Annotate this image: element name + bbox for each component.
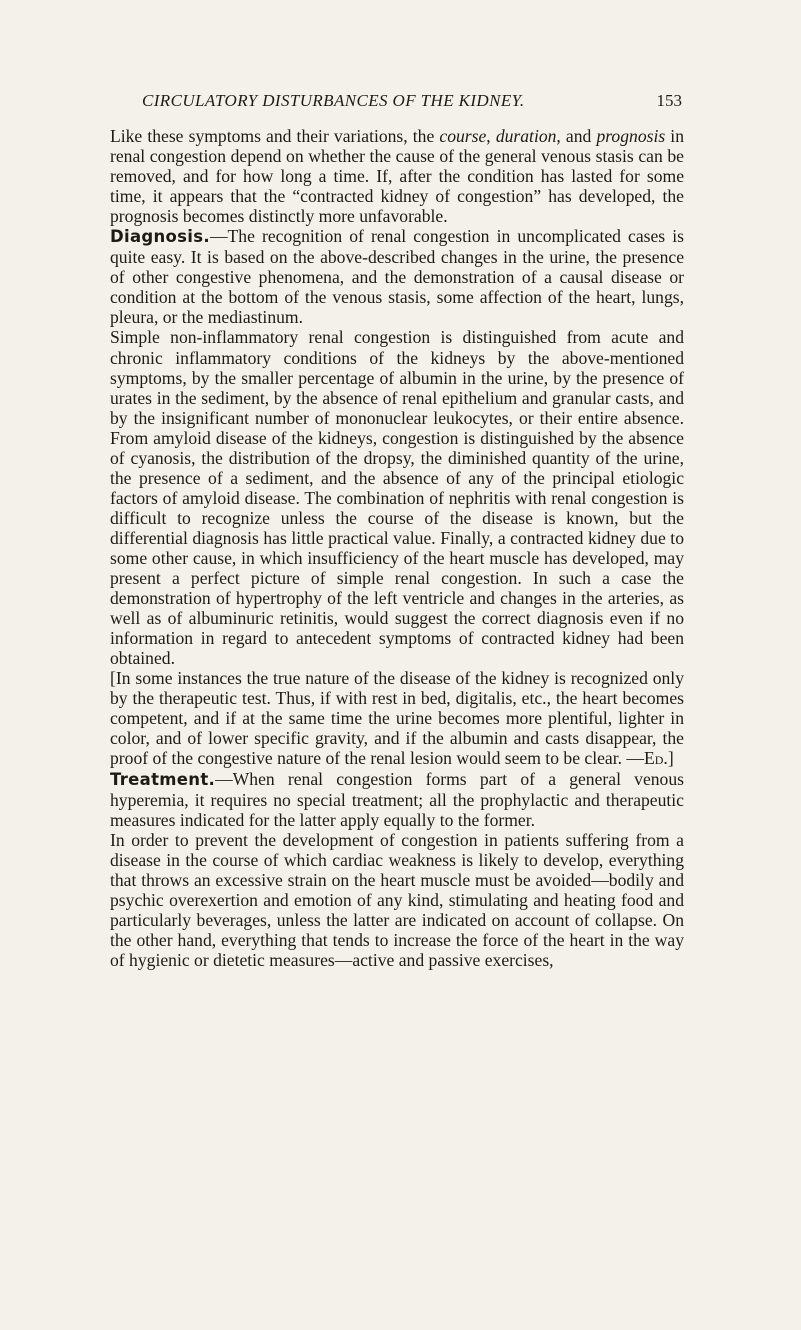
heading-diagnosis: Diagnosis.: [110, 227, 210, 247]
paragraph-prevention: In order to prevent the development of congestion in patients suffering from a disease in the course of which cardiac weakness is likely to develop, everything that throws an excessive strain on the heart muscle must be avoided—bodily and psychic overexertion and emotion of any kind, stimulating and heating food and particularly beverages, unless the latter are indicated on account of collapse. On the other hand, everything that tends to increase the force of the heart in the way of hygienic or dietetic measures—active and passive exercises,: [110, 829, 684, 970]
p1-sep2: , and: [556, 126, 597, 146]
running-head: [142, 91, 682, 113]
heading-treatment: Treatment.: [110, 769, 216, 789]
ed-note-text: [In some instances the true nature of the disease of the kidney is recognized only by the therapeutic test. Thus, if with rest in bed, digitalis, etc., the heart becomes competent, and if at the same time the urine becomes more plentiful, lighter in color, and of lower specific gravity, and if the albumin and casts disappear, the proof of the congestive nature of the renal lesion would seem to be clear. —: [110, 668, 684, 769]
term-duration: duration: [495, 126, 557, 146]
ed-signature: Ed.: [644, 748, 668, 769]
paragraph-diagnosis: [110, 226, 684, 327]
paragraph-treatment: [110, 769, 684, 830]
paragraph-prognosis: [110, 126, 684, 226]
p1-rest: in renal congestion depend on whether the cause of the general venous stasis can be removed, and for how long a time. If, after the condition has lasted for some time, it appears that the “contracted kidney of congestion” has developed, the prognosis becomes distinctly more unfavorable.: [110, 126, 684, 227]
body-text: [110, 126, 684, 970]
diagnosis-text: —The recognition of renal congestion in uncomplicated cases is quite easy. It is based on the above-described changes in the urine, the presence of other congestive phenomena, and the demonstration of a causal disease or condition at the bottom of the venous stasis, some affection of the heart, lungs, pleura, or the mediastinum.: [110, 226, 684, 328]
term-prognosis: prognosis: [596, 126, 666, 146]
p1-sep1: ,: [486, 126, 496, 146]
page-number: 153: [656, 91, 682, 110]
running-title: CIRCULATORY DISTURBANCES OF THE KIDNEY.: [142, 91, 525, 110]
paragraph-differential: Simple non-inflammatory renal congestion is distinguished from acute and chronic inflammatory conditions of the kidneys by the above-mentioned symptoms, by the smaller percentage of albumin in the urine, by the presence of urates in the sediment, by the absence of renal epithelium and granular casts, and by the insignificant number of mononuclear leukocytes, or their entire absence. From amyloid disease of the kidneys, congestion is distinguished by the absence of cyanosis, the distribution of the dropsy, the diminished quantity of the urine, the presence of a sediment, and the absence of any of the principal etiologic factors of amyloid disease. The combination of nephritis with renal congestion is difficult to recognize unless the course of the disease is known, but the differential diagnosis has little practical value. Finally, a contracted kidney due to some other cause, in which insufficiency of the heart muscle has developed, may present a perfect picture of simple renal congestion. In such a case the demonstration of hypertrophy of the left ventricle and changes in the arteries, as well as of albuminuric retinitis, would suggest the correct diagnosis even if no information in regard to antecedent symptoms of contracted kidney had been obtained.: [110, 327, 684, 669]
term-course: course: [439, 126, 487, 146]
paragraph-editor-note: [110, 668, 684, 768]
ed-note-close: ]: [667, 748, 674, 769]
treatment-text: —When renal congestion forms part of a general venous hyperemia, it requires no special treatment; all the prophylactic and therapeutic measures indicated for the latter apply equally to the former.: [110, 768, 684, 830]
p1-lead: Like these symptoms and their variations, the: [110, 126, 440, 146]
